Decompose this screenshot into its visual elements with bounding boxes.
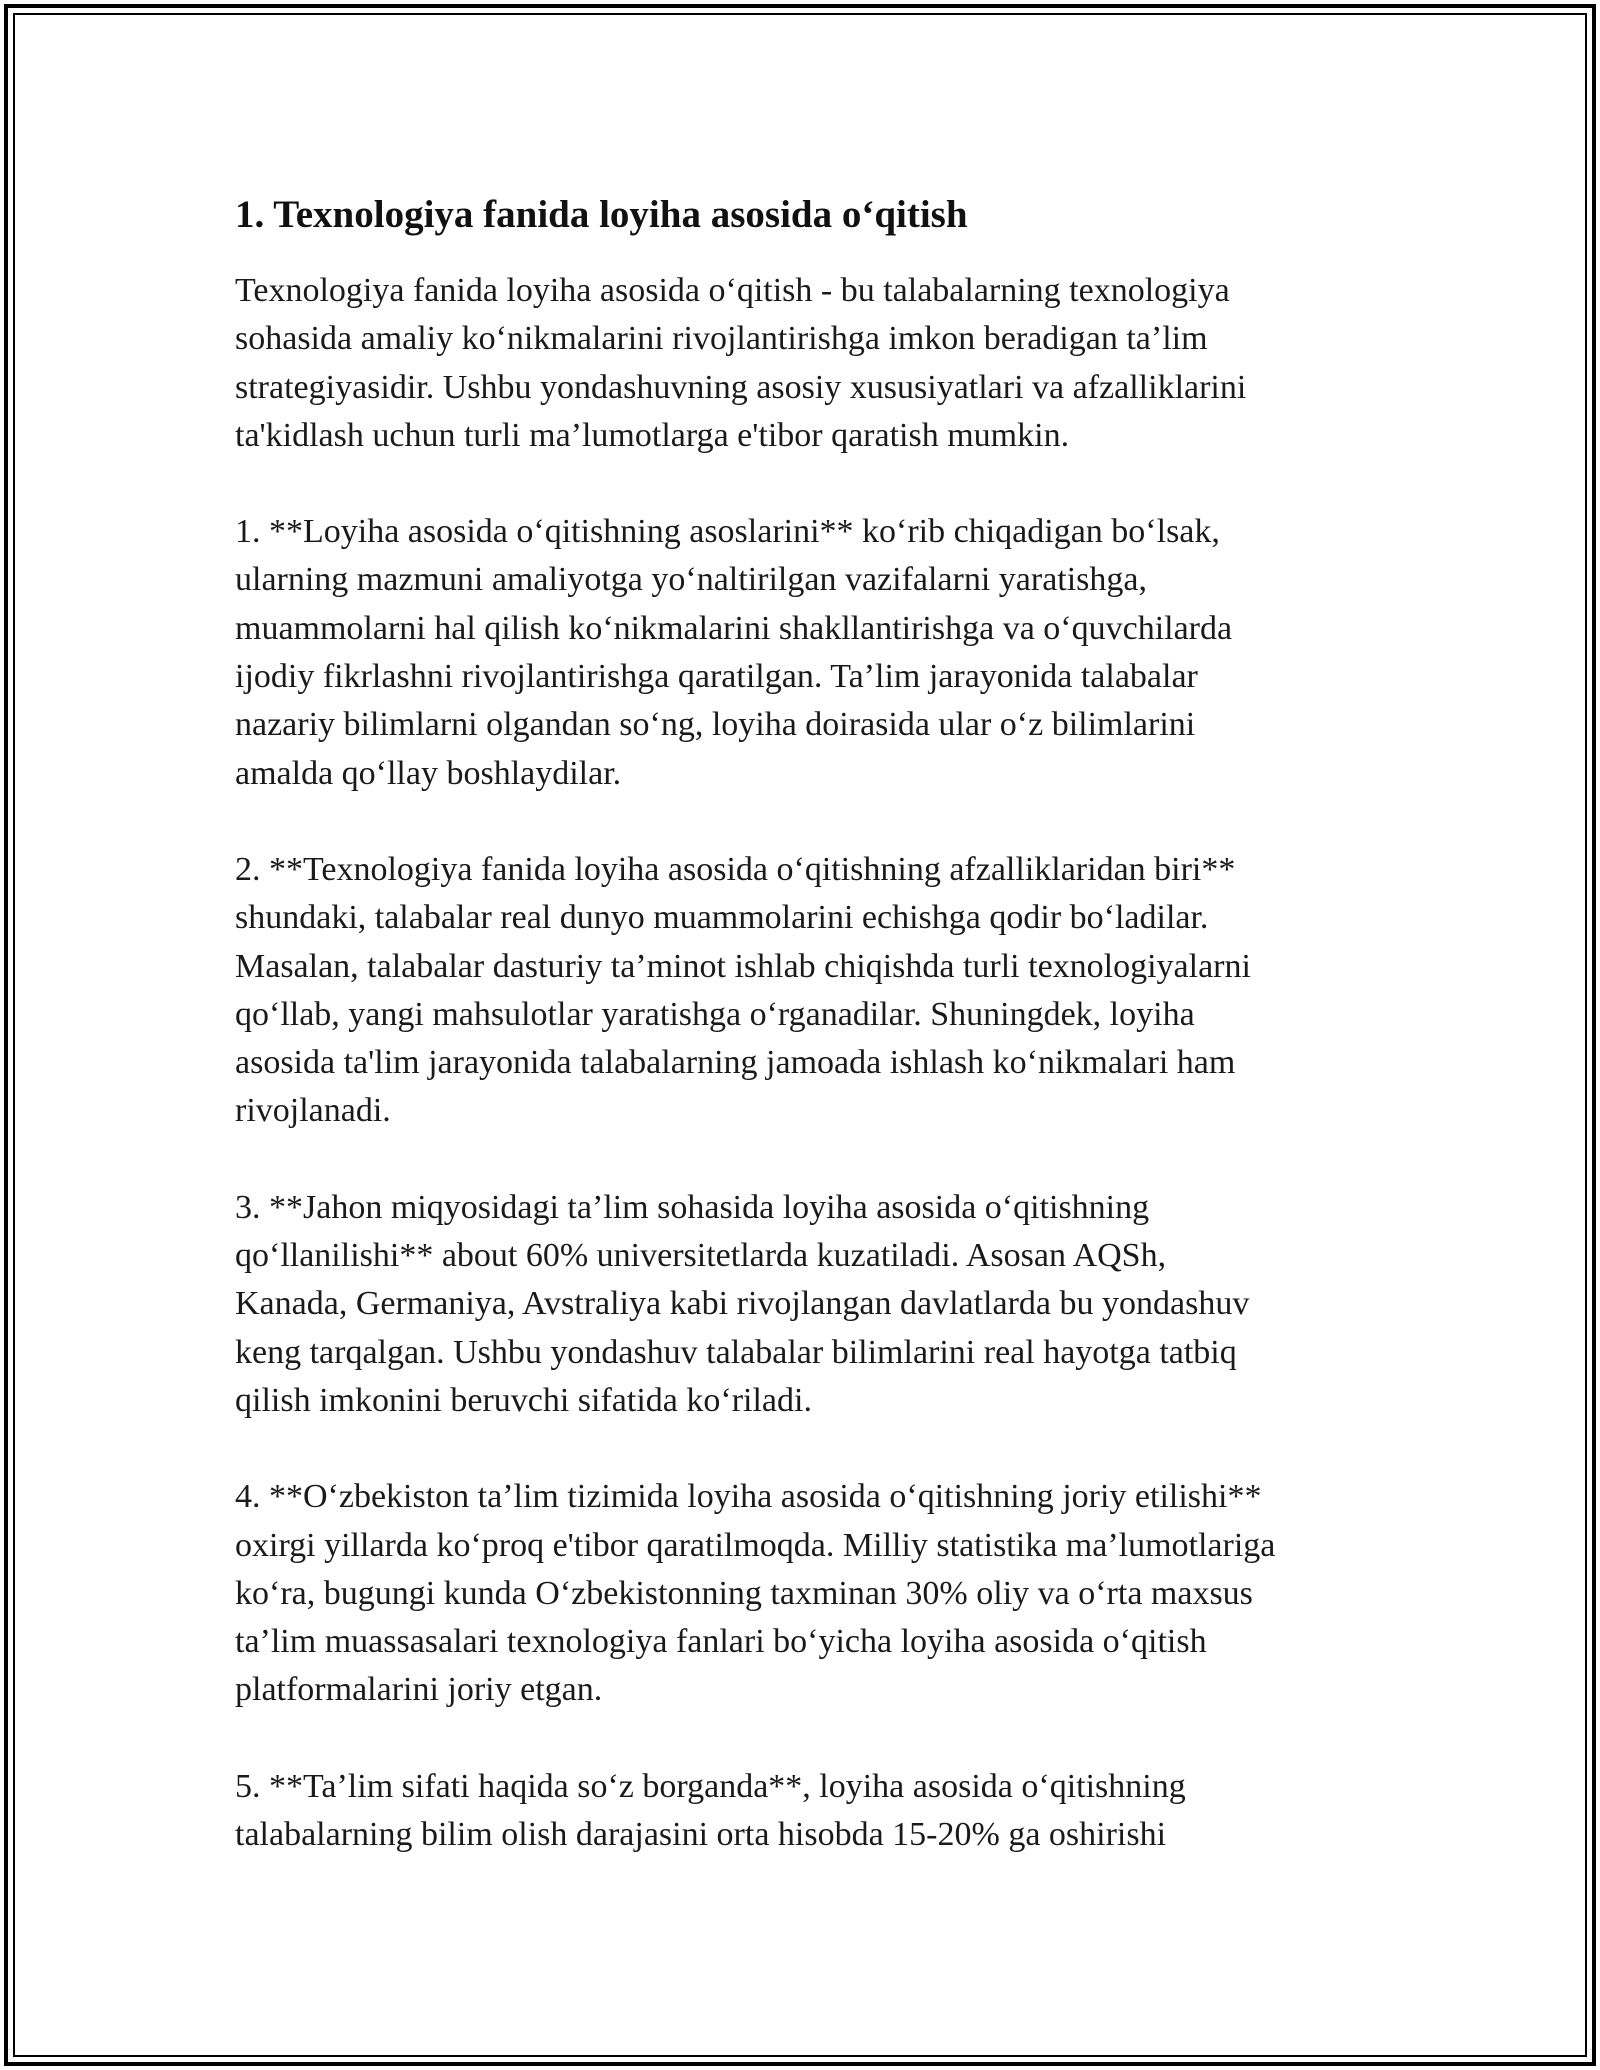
paragraph-line: talabalarning bilim olish darajasini orta hisobda 15-20% ga oshirishi xyxy=(235,1816,1167,1854)
paragraph-line: Masalan, talabalar dasturiy ta’minot ishlab chiqishda turli texnologiyalarni xyxy=(235,947,1251,985)
document-body xyxy=(235,185,1385,1907)
paragraph-line: keng tarqalgan. Ushbu yondashuv talabalar bilimlarini real hayotga tatbiq xyxy=(235,1333,1237,1371)
point-1-paragraph xyxy=(235,508,1385,798)
intro-paragraph xyxy=(235,267,1385,460)
paragraph-line: 5. **Ta’lim sifati haqida so‘z borganda**, loyiha asosida o‘qitishning xyxy=(235,1767,1186,1805)
paragraph-line: oxirgi yillarda ko‘proq e'tibor qaratilmoqda. Milliy statistika ma’lumotlariga xyxy=(235,1526,1276,1564)
paragraph-line: shundaki, talabalar real dunyo muammolarini echishga qodir bo‘ladilar. xyxy=(235,899,1209,937)
point-4-paragraph xyxy=(235,1473,1385,1714)
paragraph-line: ta'kidlash uchun turli ma’lumotlarga e'tibor qaratish mumkin. xyxy=(235,416,1070,454)
point-5-paragraph xyxy=(235,1763,1385,1860)
paragraph-line: 4. **O‘zbekiston ta’lim tizimida loyiha asosida o‘qitishning joriy etilishi** xyxy=(235,1478,1262,1516)
paragraph-line: muammolarni hal qilish ko‘nikmalarini shakllantirishga va o‘quvchilarda xyxy=(235,609,1233,647)
paragraph-line: ularning mazmuni amaliyotga yo‘naltirilgan vazifalarni yaratishga, xyxy=(235,561,1148,599)
paragraph-line: Texnologiya fanida loyiha asosida o‘qitish - bu talabalarning texnologiya xyxy=(235,272,1230,309)
paragraph-line: asosida ta'lim jarayonida talabalarning jamoada ishlash ko‘nikmalari ham xyxy=(235,1044,1236,1082)
paragraph-line: qilish imkonini beruvchi sifatida ko‘riladi. xyxy=(235,1381,812,1419)
point-2-paragraph xyxy=(235,846,1385,1136)
document-title: 1. Texnologiya fanida loyiha asosida o‘qitish xyxy=(235,193,968,236)
paragraph-line: ta’lim muassasalari texnologiya fanlari bo‘yicha loyiha asosida o‘qitish xyxy=(235,1623,1207,1661)
paragraph-line: 2. **Texnologiya fanida loyiha asosida o‘qitishning afzalliklaridan biri** xyxy=(235,850,1236,888)
paragraph-line: qo‘llanilishi** about 60% universitetlarda kuzatiladi. Asosan AQSh, xyxy=(235,1237,1167,1275)
paragraph-line: rivojlanadi. xyxy=(235,1092,391,1130)
paragraph-line: nazariy bilimlarni olgandan so‘ng, loyiha doirasida ular o‘z bilimlarini xyxy=(235,706,1196,744)
paragraph-line: amalda qo‘llay boshlaydilar. xyxy=(235,754,622,792)
paragraph-line: platformalarini joriy etgan. xyxy=(235,1671,603,1709)
paragraph-line: ijodiy fikrlashni rivojlantirishga qaratilgan. Ta’lim jarayonida talabalar xyxy=(235,658,1198,696)
paragraph-line: ko‘ra, bugungi kunda O‘zbekistonning taxminan 30% oliy va o‘rta maxsus xyxy=(235,1574,1253,1612)
paragraph-line: qo‘llab, yangi mahsulotlar yaratishga o‘rganadilar. Shuningdek, loyiha xyxy=(235,995,1195,1033)
paragraph-line: strategiyasidir. Ushbu yondashuvning asosiy xususiyatlari va afzalliklarini xyxy=(235,368,1247,406)
paragraph-line: Kanada, Germaniya, Avstraliya kabi rivojlangan davlatlarda bu yondashuv xyxy=(235,1285,1250,1323)
paragraph-line: sohasida amaliy ko‘nikmalarini rivojlantirishga imkon beradigan ta’lim xyxy=(235,320,1208,358)
point-3-paragraph xyxy=(235,1184,1385,1425)
paragraph-line: 3. **Jahon miqyosidagi ta’lim sohasida loyiha asosida o‘qitishning xyxy=(235,1188,1150,1226)
paragraph-line: 1. **Loyiha asosida o‘qitishning asoslarini** ko‘rib chiqadigan bo‘lsak, xyxy=(235,513,1220,551)
